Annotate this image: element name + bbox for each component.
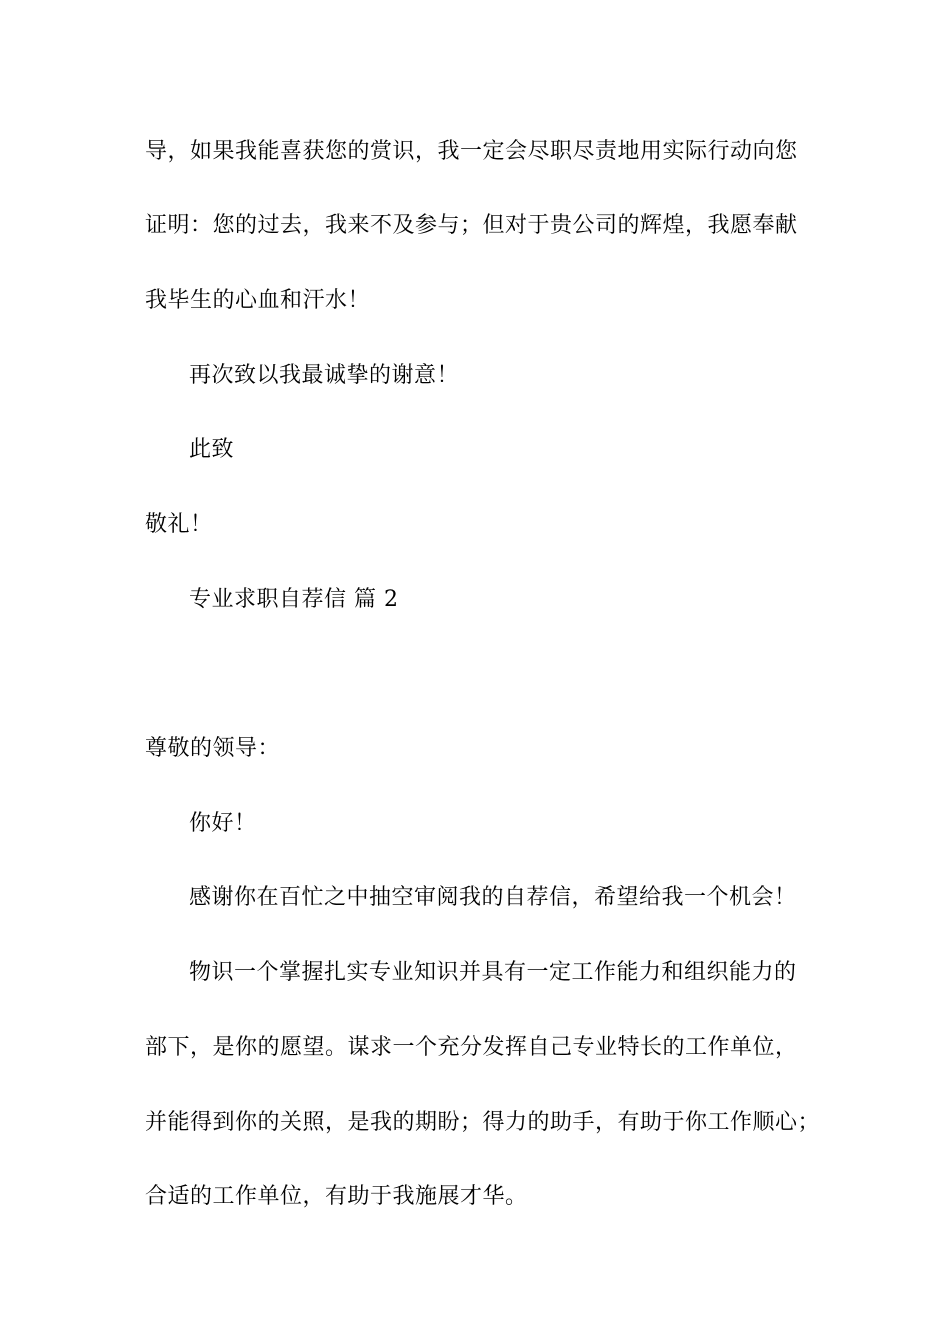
body-line-4: 感谢你在百忙之中抽空审阅我的自荐信，希望给我一个机会！ <box>189 885 797 910</box>
section-heading: 专业求职自荐信 篇 2 <box>189 587 399 612</box>
body-line-2: 证明：您的过去，我来不及参与；但对于贵公司的辉煌，我愿奉献 <box>145 213 798 238</box>
body-line-3: 我毕生的心血和汗水！ <box>145 288 371 313</box>
salutation-line: 敬礼！ <box>145 512 213 537</box>
body-line-8: 合适的工作单位，有助于我施展才华。 <box>145 1184 528 1209</box>
closing-line: 此致 <box>189 437 235 462</box>
body-line-1: 导，如果我能喜获您的赏识，我一定会尽职尽责地用实际行动向您 <box>145 139 798 164</box>
thanks-line: 再次致以我最诚挚的谢意！ <box>189 363 460 388</box>
greeting-line: 尊敬的领导： <box>145 736 281 761</box>
body-line-6: 部下，是你的愿望。谋求一个充分发挥自己专业特长的工作单位， <box>145 1035 798 1060</box>
body-line-7: 并能得到你的关照，是我的期盼；得力的助手，有助于你工作顺心； <box>145 1110 821 1135</box>
body-line-5: 物识一个掌握扎实专业知识并具有一定工作能力和组织能力的 <box>189 960 797 985</box>
hello-line: 你好！ <box>189 811 257 836</box>
